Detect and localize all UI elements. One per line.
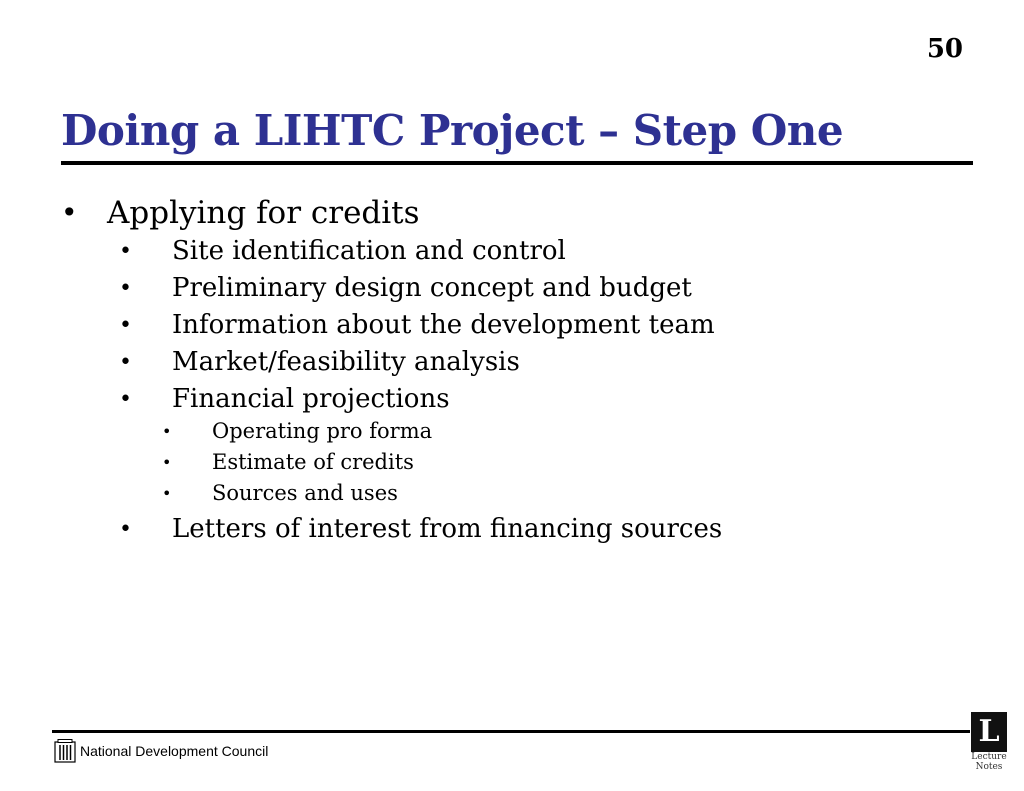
sub-bullet-list bbox=[107, 233, 961, 548]
sub-bullet-text: Site identification and control bbox=[172, 236, 566, 266]
lecture-notes-caption bbox=[968, 752, 1010, 772]
sub-sub-bullet-item bbox=[61, 478, 961, 509]
footer-divider bbox=[52, 730, 970, 733]
lecture-notes-logo: L bbox=[971, 712, 1007, 752]
slide-title: Doing a LIHTC Project – Step One bbox=[61, 106, 844, 155]
sub-sub-bullet-text: Estimate of credits bbox=[212, 450, 414, 474]
sub-sub-bullet-list bbox=[162, 416, 961, 509]
bullet-item bbox=[61, 193, 961, 548]
bullet-icon: • bbox=[119, 313, 132, 338]
sub-bullet-item bbox=[61, 307, 961, 344]
bullet-icon: • bbox=[119, 387, 132, 412]
page-number: 50 bbox=[926, 34, 963, 64]
bullet-icon: • bbox=[119, 239, 132, 264]
building-columns-icon bbox=[54, 739, 76, 763]
sub-bullet-text: Information about the development team bbox=[172, 310, 715, 340]
bullet-icon: • bbox=[119, 350, 132, 375]
organization-name: National Development Council bbox=[80, 743, 269, 759]
sub-bullet-item bbox=[61, 511, 961, 548]
sub-bullet-text: Market/feasibility analysis bbox=[172, 347, 520, 377]
sub-bullet-item bbox=[61, 233, 961, 270]
sub-bullet-item bbox=[61, 270, 961, 307]
lecture-notes-line1: Lecture bbox=[971, 752, 1007, 762]
bullet-icon: • bbox=[162, 453, 172, 472]
bullet-icon: • bbox=[61, 196, 78, 229]
bullet-icon: • bbox=[119, 517, 132, 542]
bullet-icon: • bbox=[162, 422, 172, 441]
sub-sub-bullet-item bbox=[61, 416, 961, 447]
bullet-text: Applying for credits bbox=[107, 195, 420, 231]
sub-sub-bullet-item bbox=[61, 447, 961, 478]
title-divider bbox=[61, 161, 973, 165]
sub-bullet-item bbox=[61, 381, 961, 509]
lecture-notes-line2: Notes bbox=[975, 762, 1003, 772]
sub-bullet-item bbox=[61, 344, 961, 381]
sub-bullet-text: Preliminary design concept and budget bbox=[172, 273, 692, 303]
sub-bullet-text: Financial projections bbox=[172, 384, 450, 414]
bullet-icon: • bbox=[119, 276, 132, 301]
sub-bullet-text: Letters of interest from financing sources bbox=[172, 514, 723, 544]
bullet-icon: • bbox=[162, 484, 172, 503]
bullet-list bbox=[61, 193, 961, 548]
sub-sub-bullet-text: Operating pro forma bbox=[212, 419, 433, 443]
sub-sub-bullet-text: Sources and uses bbox=[212, 481, 398, 505]
